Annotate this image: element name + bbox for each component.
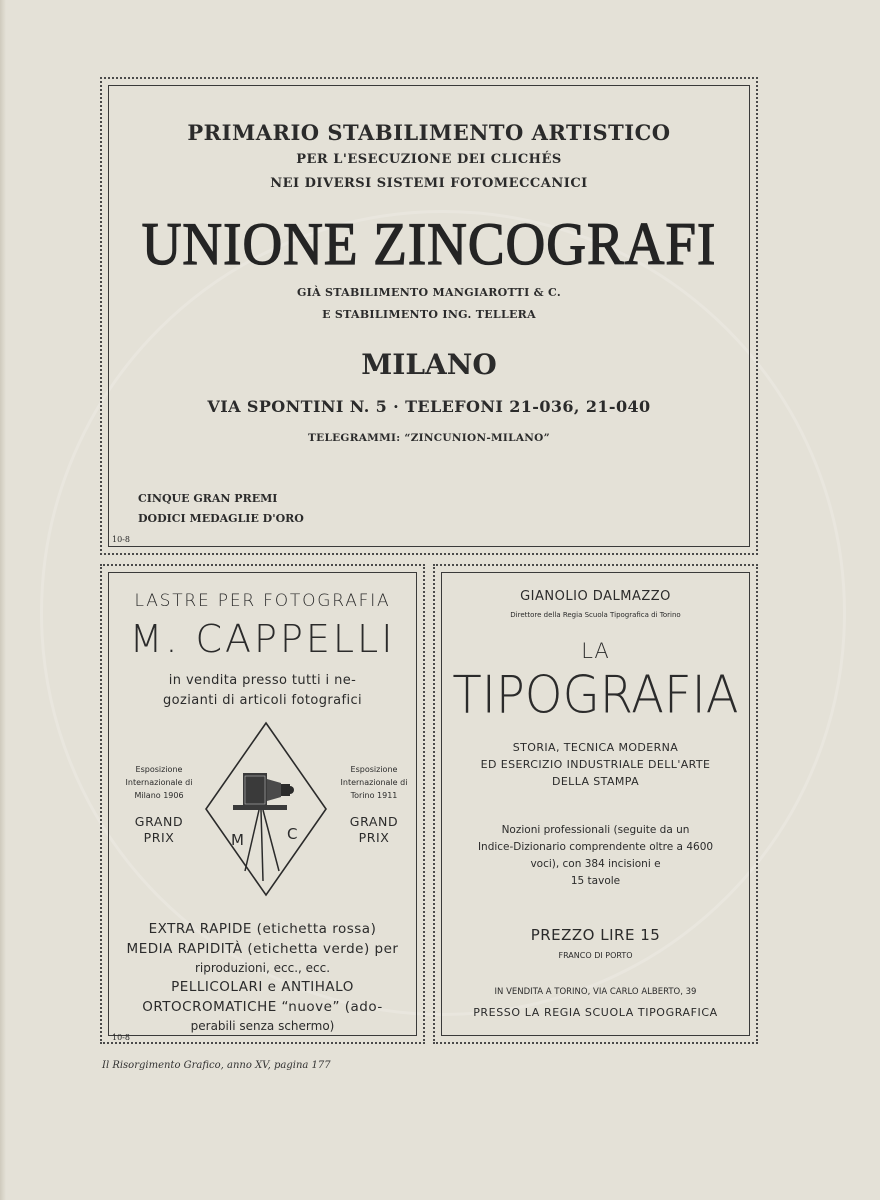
- cappelli-line-5: ORTOCROMATICHE “nuove” (ado-: [142, 999, 383, 1015]
- logo-letter-c: C: [287, 825, 298, 843]
- tipografia-ad-frame: [441, 572, 750, 1036]
- top-ad-subtitle-1: PER L'ESECUZIONE DEI CLICHÉS: [296, 152, 562, 167]
- cappelli-line-4: PELLICOLARI e ANTIHALO: [171, 979, 354, 995]
- expo-milano: [116, 763, 202, 802]
- expo-torino-line-3: Torino 1911: [350, 791, 398, 800]
- top-ad-prize-1: CINQUE GRAN PREMI: [138, 492, 278, 505]
- top-ad-prize-2: DODICI MEDAGLIE D'ORO: [138, 512, 304, 525]
- book-title: TIPOGRAFIA: [452, 664, 739, 726]
- top-ad-city: MILANO: [361, 348, 497, 381]
- book-author-role: Direttore della Regia Scuola Tipografica di Torino: [510, 611, 681, 619]
- expo-torino: [331, 763, 417, 802]
- book-shipping: FRANCO DI PORTO: [558, 951, 633, 960]
- cappelli-line-1: EXTRA RAPIDE (etichetta rossa): [148, 921, 377, 937]
- top-ad-former-2: E STABILIMENTO ING. TELLERA: [322, 308, 536, 321]
- expo-milano-line-1: Esposizione: [135, 765, 183, 774]
- grand-prix-right-line-2: PRIX: [358, 830, 390, 845]
- cappelli-brand: M. CAPPELLI: [129, 617, 396, 661]
- grand-prix-left-line-1: GRAND: [134, 814, 184, 829]
- logo-letter-m: M: [231, 831, 244, 849]
- cappelli-sales-line-2: gozianti di articoli fotografici: [162, 693, 363, 708]
- top-ad-telegram: TELEGRAMMI: “ZINCUNION-MILANO”: [308, 432, 550, 444]
- grand-prix-left: [116, 814, 202, 846]
- cappelli-advertisement: [100, 564, 425, 1044]
- grand-prix-right: [331, 814, 417, 846]
- top-ad-frame: [108, 85, 750, 547]
- book-price: PREZZO LIRE 15: [530, 926, 661, 944]
- top-ad-former-1: GIÀ STABILIMENTO MANGIAROTTI & C.: [296, 286, 562, 299]
- tipografia-advertisement: [433, 564, 758, 1044]
- book-desc-1: Nozioni professionali (seguite da un: [501, 824, 690, 836]
- book-desc-4: 15 tavole: [570, 875, 621, 887]
- grand-prix-right-line-1: GRAND: [349, 814, 399, 829]
- top-ad-title: PRIMARIO STABILIMENTO ARTISTICO: [187, 120, 671, 145]
- book-subtitle-2: ED ESERCIZIO INDUSTRIALE DELL'ARTE: [480, 758, 711, 771]
- book-school: PRESSO LA REGIA SCUOLA TIPOGRAFICA: [473, 1006, 718, 1019]
- expo-torino-line-1: Esposizione: [350, 765, 398, 774]
- camera-icon: [233, 773, 294, 881]
- cappelli-line-3: riproduzioni, ecc., ecc.: [194, 961, 331, 975]
- expo-milano-line-2: Internazionale di: [125, 778, 193, 787]
- book-subtitle-3: DELLA STAMPA: [551, 775, 640, 788]
- cappelli-line-2: MEDIA RAPIDITÀ (etichetta verde) per: [126, 941, 399, 957]
- camera-diamond-logo: [201, 721, 331, 901]
- cappelli-ad-frame: [108, 572, 417, 1042]
- top-ad-subtitle-2: NEI DIVERSI SISTEMI FOTOMECCANICI: [270, 176, 588, 191]
- top-ad-address: VIA SPONTINI N. 5 · TELEFONI 21-036, 21-040: [207, 397, 651, 416]
- cappelli-title: LASTRE PER FOTOGRAFIA: [134, 591, 391, 611]
- book-sale-place: IN VENDITA A TORINO, VIA CARLO ALBERTO, 39: [494, 987, 697, 997]
- top-ad-company-name: UNIONE ZINCOGRAFI: [141, 209, 717, 278]
- cappelli-code: 10-8: [112, 1033, 130, 1042]
- grand-prix-left-line-2: PRIX: [143, 830, 175, 845]
- book-desc-3: voci), con 384 incisioni e: [530, 858, 661, 870]
- book-subtitle-1: STORIA, TECNICA MODERNA: [512, 741, 679, 754]
- book-desc-2: Indice-Dizionario comprendente oltre a 4600: [477, 841, 714, 853]
- book-author: GIANOLIO DALMAZZO: [520, 589, 671, 604]
- expo-torino-line-2: Internazionale di: [340, 778, 408, 787]
- top-ad-code: 10-8: [112, 535, 130, 544]
- cappelli-sales-line-1: in vendita presso tutti i ne-: [168, 673, 357, 688]
- top-advertisement: [100, 77, 758, 555]
- expo-milano-line-3: Milano 1906: [134, 791, 184, 800]
- page-edge: [0, 0, 6, 1200]
- page-footer: Il Risorgimento Grafico, anno XV, pagina 177: [102, 1060, 331, 1071]
- book-title-article: LA: [581, 639, 610, 663]
- cappelli-line-6: perabili senza schermo): [190, 1019, 335, 1033]
